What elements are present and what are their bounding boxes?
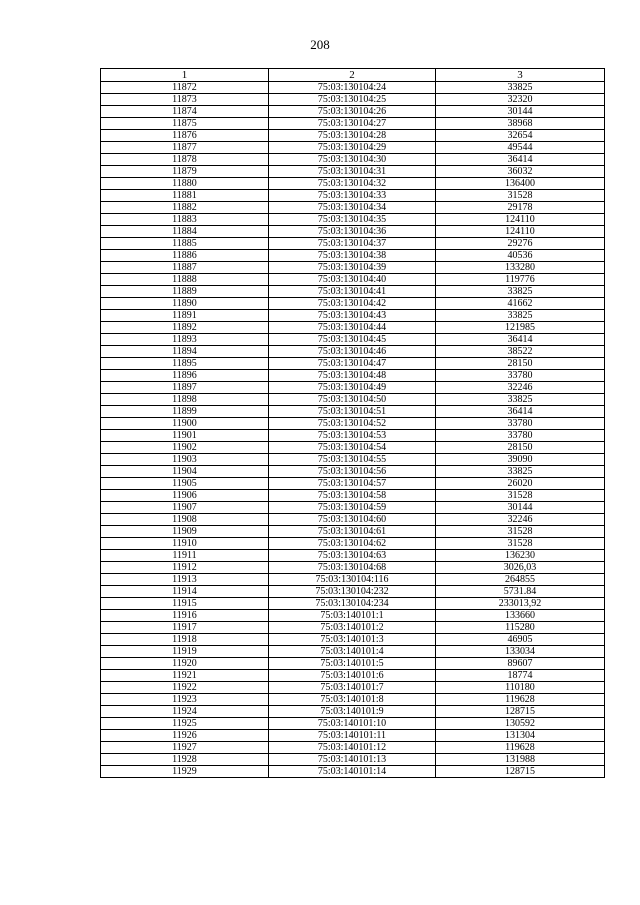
row-number-cell: 11922	[101, 682, 269, 694]
cadastral-number-cell: 75:03:130104:234	[269, 598, 436, 610]
value-cell: 133280	[436, 262, 605, 274]
row-number-cell: 11886	[101, 250, 269, 262]
column-header-3: 3	[436, 69, 605, 82]
row-number-cell: 11879	[101, 166, 269, 178]
cadastral-number-cell: 75:03:140101:1	[269, 610, 436, 622]
table-row	[101, 178, 605, 190]
value-cell: 89607	[436, 658, 605, 670]
table-row	[101, 466, 605, 478]
row-number-cell: 11914	[101, 586, 269, 598]
cadastral-number-cell: 75:03:130104:48	[269, 370, 436, 382]
row-number-cell: 11905	[101, 478, 269, 490]
row-number-cell: 11918	[101, 634, 269, 646]
table-row	[101, 622, 605, 634]
cadastral-number-cell: 75:03:130104:25	[269, 94, 436, 106]
cadastral-number-cell: 75:03:130104:35	[269, 214, 436, 226]
value-cell: 115280	[436, 622, 605, 634]
cadastral-number-cell: 75:03:140101:7	[269, 682, 436, 694]
table-row	[101, 82, 605, 94]
row-number-cell: 11929	[101, 766, 269, 778]
cadastral-number-cell: 75:03:140101:9	[269, 706, 436, 718]
row-number-cell: 11915	[101, 598, 269, 610]
value-cell: 131988	[436, 754, 605, 766]
cadastral-number-cell: 75:03:130104:34	[269, 202, 436, 214]
value-cell: 136400	[436, 178, 605, 190]
value-cell: 33825	[436, 286, 605, 298]
cadastral-number-cell: 75:03:130104:59	[269, 502, 436, 514]
table-row	[101, 310, 605, 322]
value-cell: 33780	[436, 418, 605, 430]
row-number-cell: 11897	[101, 382, 269, 394]
value-cell: 110180	[436, 682, 605, 694]
table-row	[101, 574, 605, 586]
row-number-cell: 11891	[101, 310, 269, 322]
table-row	[101, 334, 605, 346]
row-number-cell: 11895	[101, 358, 269, 370]
value-cell: 41662	[436, 298, 605, 310]
table-row	[101, 286, 605, 298]
row-number-cell: 11928	[101, 754, 269, 766]
cadastral-number-cell: 75:03:130104:31	[269, 166, 436, 178]
cadastral-number-cell: 75:03:140101:12	[269, 742, 436, 754]
table-row	[101, 550, 605, 562]
cadastral-number-cell: 75:03:130104:57	[269, 478, 436, 490]
cadastral-number-cell: 75:03:130104:62	[269, 538, 436, 550]
row-number-cell: 11902	[101, 442, 269, 454]
table-row	[101, 418, 605, 430]
cadastral-number-cell: 75:03:130104:36	[269, 226, 436, 238]
table-row	[101, 706, 605, 718]
value-cell: 5731.84	[436, 586, 605, 598]
row-number-cell: 11900	[101, 418, 269, 430]
table-row	[101, 610, 605, 622]
table-row	[101, 766, 605, 778]
cadastral-number-cell: 75:03:130104:27	[269, 118, 436, 130]
value-cell: 119776	[436, 274, 605, 286]
value-cell: 136230	[436, 550, 605, 562]
cadastral-number-cell: 75:03:130104:29	[269, 142, 436, 154]
row-number-cell: 11917	[101, 622, 269, 634]
row-number-cell: 11903	[101, 454, 269, 466]
value-cell: 30144	[436, 106, 605, 118]
row-number-cell: 11904	[101, 466, 269, 478]
table-row	[101, 598, 605, 610]
row-number-cell: 11878	[101, 154, 269, 166]
value-cell: 133034	[436, 646, 605, 658]
table-row	[101, 250, 605, 262]
row-number-cell: 11896	[101, 370, 269, 382]
value-cell: 264855	[436, 574, 605, 586]
table-row	[101, 442, 605, 454]
value-cell: 130592	[436, 718, 605, 730]
cadastral-number-cell: 75:03:130104:33	[269, 190, 436, 202]
table-row	[101, 682, 605, 694]
table-row	[101, 526, 605, 538]
cadastral-number-cell: 75:03:130104:43	[269, 310, 436, 322]
table-row	[101, 274, 605, 286]
value-cell: 121985	[436, 322, 605, 334]
row-number-cell: 11912	[101, 562, 269, 574]
table-row	[101, 754, 605, 766]
table-row	[101, 382, 605, 394]
row-number-cell: 11927	[101, 742, 269, 754]
table-row	[101, 586, 605, 598]
row-number-cell: 11901	[101, 430, 269, 442]
table-row	[101, 490, 605, 502]
value-cell: 124110	[436, 226, 605, 238]
cadastral-number-cell: 75:03:130104:40	[269, 274, 436, 286]
cadastral-number-cell: 75:03:140101:10	[269, 718, 436, 730]
row-number-cell: 11894	[101, 346, 269, 358]
table-row	[101, 262, 605, 274]
table-body	[101, 82, 605, 778]
value-cell: 31528	[436, 538, 605, 550]
cadastral-number-cell: 75:03:130104:47	[269, 358, 436, 370]
row-number-cell: 11877	[101, 142, 269, 154]
value-cell: 33825	[436, 466, 605, 478]
row-number-cell: 11898	[101, 394, 269, 406]
table-row	[101, 658, 605, 670]
row-number-cell: 11921	[101, 670, 269, 682]
value-cell: 32246	[436, 514, 605, 526]
row-number-cell: 11880	[101, 178, 269, 190]
row-number-cell: 11883	[101, 214, 269, 226]
row-number-cell: 11924	[101, 706, 269, 718]
table-row	[101, 634, 605, 646]
value-cell: 31528	[436, 190, 605, 202]
table-row	[101, 94, 605, 106]
value-cell: 31528	[436, 490, 605, 502]
cadastral-number-cell: 75:03:130104:52	[269, 418, 436, 430]
value-cell: 32654	[436, 130, 605, 142]
table-row	[101, 538, 605, 550]
table-row	[101, 502, 605, 514]
cadastral-number-cell: 75:03:140101:6	[269, 670, 436, 682]
table-row	[101, 562, 605, 574]
cadastral-number-cell: 75:03:130104:28	[269, 130, 436, 142]
value-cell: 119628	[436, 694, 605, 706]
table-row	[101, 454, 605, 466]
table-row	[101, 394, 605, 406]
table-row	[101, 646, 605, 658]
row-number-cell: 11874	[101, 106, 269, 118]
table-row	[101, 742, 605, 754]
cadastral-number-cell: 75:03:140101:8	[269, 694, 436, 706]
cadastral-number-cell: 75:03:130104:116	[269, 574, 436, 586]
page-number: 208	[310, 37, 330, 52]
column-header-1: 1	[101, 69, 269, 82]
value-cell: 128715	[436, 706, 605, 718]
value-cell: 33780	[436, 430, 605, 442]
value-cell: 31528	[436, 526, 605, 538]
cadastral-number-cell: 75:03:130104:32	[269, 178, 436, 190]
cadastral-number-cell: 75:03:130104:54	[269, 442, 436, 454]
cadastral-number-cell: 75:03:130104:49	[269, 382, 436, 394]
table-row	[101, 358, 605, 370]
row-number-cell: 11916	[101, 610, 269, 622]
value-cell: 46905	[436, 634, 605, 646]
table-row	[101, 130, 605, 142]
table-row	[101, 718, 605, 730]
row-number-cell: 11920	[101, 658, 269, 670]
row-number-cell: 11899	[101, 406, 269, 418]
row-number-cell: 11876	[101, 130, 269, 142]
column-header-2: 2	[269, 69, 436, 82]
row-number-cell: 11890	[101, 298, 269, 310]
cadastral-number-cell: 75:03:140101:3	[269, 634, 436, 646]
cadastral-number-cell: 75:03:130104:37	[269, 238, 436, 250]
value-cell: 233013,92	[436, 598, 605, 610]
value-cell: 131304	[436, 730, 605, 742]
row-number-cell: 11909	[101, 526, 269, 538]
value-cell: 29276	[436, 238, 605, 250]
row-number-cell: 11889	[101, 286, 269, 298]
cadastral-number-cell: 75:03:140101:4	[269, 646, 436, 658]
value-cell: 3026,03	[436, 562, 605, 574]
value-cell: 124110	[436, 214, 605, 226]
value-cell: 33825	[436, 82, 605, 94]
cadastral-number-cell: 75:03:130104:50	[269, 394, 436, 406]
cadastral-number-cell: 75:03:130104:60	[269, 514, 436, 526]
cadastral-number-cell: 75:03:130104:26	[269, 106, 436, 118]
value-cell: 32246	[436, 382, 605, 394]
cadastral-number-cell: 75:03:130104:232	[269, 586, 436, 598]
table-row	[101, 154, 605, 166]
value-cell: 28150	[436, 358, 605, 370]
table-row	[101, 238, 605, 250]
value-cell: 38968	[436, 118, 605, 130]
value-cell: 119628	[436, 742, 605, 754]
value-cell: 36414	[436, 406, 605, 418]
data-table	[100, 68, 605, 778]
row-number-cell: 11926	[101, 730, 269, 742]
table-row	[101, 322, 605, 334]
value-cell: 30144	[436, 502, 605, 514]
table-row	[101, 142, 605, 154]
value-cell: 33780	[436, 370, 605, 382]
table-row	[101, 106, 605, 118]
row-number-cell: 11913	[101, 574, 269, 586]
table-row	[101, 478, 605, 490]
row-number-cell: 11872	[101, 82, 269, 94]
row-number-cell: 11925	[101, 718, 269, 730]
table-row	[101, 190, 605, 202]
row-number-cell: 11893	[101, 334, 269, 346]
value-cell: 18774	[436, 670, 605, 682]
cadastral-number-cell: 75:03:130104:45	[269, 334, 436, 346]
value-cell: 32320	[436, 94, 605, 106]
cadastral-number-cell: 75:03:130104:63	[269, 550, 436, 562]
value-cell: 36414	[436, 334, 605, 346]
value-cell: 29178	[436, 202, 605, 214]
cadastral-number-cell: 75:03:130104:68	[269, 562, 436, 574]
cadastral-number-cell: 75:03:130104:56	[269, 466, 436, 478]
row-number-cell: 11885	[101, 238, 269, 250]
cadastral-number-cell: 75:03:130104:39	[269, 262, 436, 274]
table-row	[101, 346, 605, 358]
value-cell: 133660	[436, 610, 605, 622]
cadastral-number-cell: 75:03:130104:44	[269, 322, 436, 334]
table-row	[101, 202, 605, 214]
table-row	[101, 214, 605, 226]
table-row	[101, 406, 605, 418]
row-number-cell: 11887	[101, 262, 269, 274]
value-cell: 36032	[436, 166, 605, 178]
cadastral-number-cell: 75:03:140101:5	[269, 658, 436, 670]
table-row	[101, 694, 605, 706]
row-number-cell: 11906	[101, 490, 269, 502]
value-cell: 36414	[436, 154, 605, 166]
value-cell: 49544	[436, 142, 605, 154]
value-cell: 40536	[436, 250, 605, 262]
cadastral-number-cell: 75:03:130104:46	[269, 346, 436, 358]
cadastral-number-cell: 75:03:130104:24	[269, 82, 436, 94]
cadastral-number-cell: 75:03:130104:55	[269, 454, 436, 466]
row-number-cell: 11919	[101, 646, 269, 658]
table-row	[101, 226, 605, 238]
table-row	[101, 166, 605, 178]
value-cell: 33825	[436, 394, 605, 406]
value-cell: 26020	[436, 478, 605, 490]
table-row	[101, 298, 605, 310]
cadastral-number-cell: 75:03:140101:13	[269, 754, 436, 766]
cadastral-number-cell: 75:03:130104:38	[269, 250, 436, 262]
row-number-cell: 11892	[101, 322, 269, 334]
row-number-cell: 11882	[101, 202, 269, 214]
cadastral-number-cell: 75:03:130104:51	[269, 406, 436, 418]
row-number-cell: 11881	[101, 190, 269, 202]
row-number-cell: 11888	[101, 274, 269, 286]
table-row	[101, 430, 605, 442]
value-cell: 28150	[436, 442, 605, 454]
cadastral-number-cell: 75:03:140101:14	[269, 766, 436, 778]
row-number-cell: 11907	[101, 502, 269, 514]
value-cell: 33825	[436, 310, 605, 322]
value-cell: 38522	[436, 346, 605, 358]
row-number-cell: 11908	[101, 514, 269, 526]
cadastral-number-cell: 75:03:130104:53	[269, 430, 436, 442]
row-number-cell: 11911	[101, 550, 269, 562]
table-header-row	[101, 69, 605, 82]
table-row	[101, 370, 605, 382]
row-number-cell: 11910	[101, 538, 269, 550]
cadastral-number-cell: 75:03:130104:61	[269, 526, 436, 538]
table-row	[101, 670, 605, 682]
row-number-cell: 11875	[101, 118, 269, 130]
row-number-cell: 11873	[101, 94, 269, 106]
cadastral-number-cell: 75:03:130104:42	[269, 298, 436, 310]
table-row	[101, 730, 605, 742]
cadastral-number-cell: 75:03:130104:41	[269, 286, 436, 298]
table-row	[101, 118, 605, 130]
cadastral-number-cell: 75:03:140101:2	[269, 622, 436, 634]
table-row	[101, 514, 605, 526]
cadastral-number-cell: 75:03:130104:58	[269, 490, 436, 502]
value-cell: 128715	[436, 766, 605, 778]
row-number-cell: 11884	[101, 226, 269, 238]
cadastral-number-cell: 75:03:130104:30	[269, 154, 436, 166]
value-cell: 39090	[436, 454, 605, 466]
cadastral-number-cell: 75:03:140101:11	[269, 730, 436, 742]
row-number-cell: 11923	[101, 694, 269, 706]
